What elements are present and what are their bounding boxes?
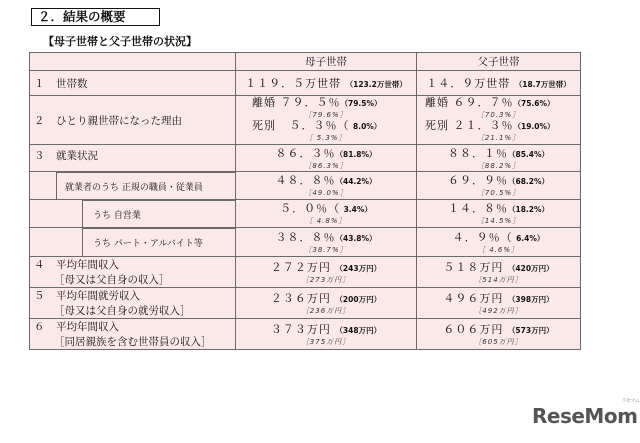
value-households-mother: １１９．５万世帯 （123.2万世帯）: [236, 71, 417, 96]
label-reason: ２ ひとり親世帯になった理由: [30, 96, 236, 145]
row-regular: [30, 172, 581, 200]
header-mother: 母子世帯: [236, 53, 417, 71]
value-household-income-father: ６０６万円 （573万円） ［605万円］: [417, 319, 581, 350]
row-work-income: [30, 288, 581, 319]
value-self-mother: ５．０％（ 3.4%） ［ 4.8%］: [236, 200, 417, 228]
label-households: １ 世帯数: [30, 71, 236, 96]
label-work-income: ５ 平均年間就労収入 ［母又は父自身の就労収入］: [30, 288, 236, 319]
value-reason-mother: 離婚 ７９．５％（79.5%） ［79.6%］ 死別 ５．３％（ 8.0%） ［ 5.3%］: [236, 96, 417, 145]
value-parttime-mother: ３８．８％（43.8%） ［38.7%］: [236, 228, 417, 257]
value-regular-father: ６９．９％（68.2%） ［70.5%］: [417, 172, 581, 200]
value-annual-income-mother: ２７２万円 （243万円） ［273万円］: [236, 257, 417, 288]
value-household-income-mother: ３７３万円 （348万円） ［375万円］: [236, 319, 417, 350]
label-employment: ３ 就業状況: [30, 145, 236, 172]
header-father: 父子世帯: [417, 53, 581, 71]
row-household-income: [30, 319, 581, 350]
header-label-cell: [30, 53, 236, 71]
section-title: ２．結果の概要: [31, 8, 160, 26]
resemom-logo: ReseMom リセマム: [532, 398, 640, 428]
label-parttime: うち パート・アルバイト等: [30, 228, 236, 257]
status-table: [29, 52, 581, 350]
value-reason-father: 離婚 ６９．７％（75.6%） ［70.3%］ 死別 ２１．３％（19.0%） ［21.1%］: [417, 96, 581, 145]
label-self-employed: うち 自営業: [30, 200, 236, 228]
row-reason: [30, 96, 581, 145]
value-parttime-father: ４．９％（ 6.4%） ［ 4.6%］: [417, 228, 581, 257]
row-self-employed: [30, 200, 581, 228]
row-households: [30, 71, 581, 96]
value-work-income-father: ４９６万円 （398万円） ［492万円］: [417, 288, 581, 319]
value-annual-income-father: ５１８万円 （420万円） ［514万円］: [417, 257, 581, 288]
value-employment-father: ８８．１％（85.4%） ［88.2%］: [417, 145, 581, 172]
row-annual-income: [30, 257, 581, 288]
label-household-income: ６ 平均年間収入 ［同居親族を含む世帯員の収入］: [30, 319, 236, 350]
header-row: [30, 53, 581, 71]
value-employment-mother: ８６．３％（81.8%） ［86.3%］: [236, 145, 417, 172]
value-self-father: １４．８％（18.2%） ［14.5%］: [417, 200, 581, 228]
value-households-father: １４．９万世帯 （18.7万世帯）: [417, 71, 581, 96]
row-employment: [30, 145, 581, 172]
table-caption: 【母子世帯と父子世帯の状況】: [43, 35, 197, 48]
label-regular: 就業者のうち 正規の職員・従業員: [30, 172, 236, 200]
row-parttime: [30, 228, 581, 257]
value-work-income-mother: ２３６万円 （200万円） ［236万円］: [236, 288, 417, 319]
value-regular-mother: ４８．８％（44.2%） ［49.0%］: [236, 172, 417, 200]
label-annual-income: ４ 平均年間収入 ［母又は父自身の収入］: [30, 257, 236, 288]
